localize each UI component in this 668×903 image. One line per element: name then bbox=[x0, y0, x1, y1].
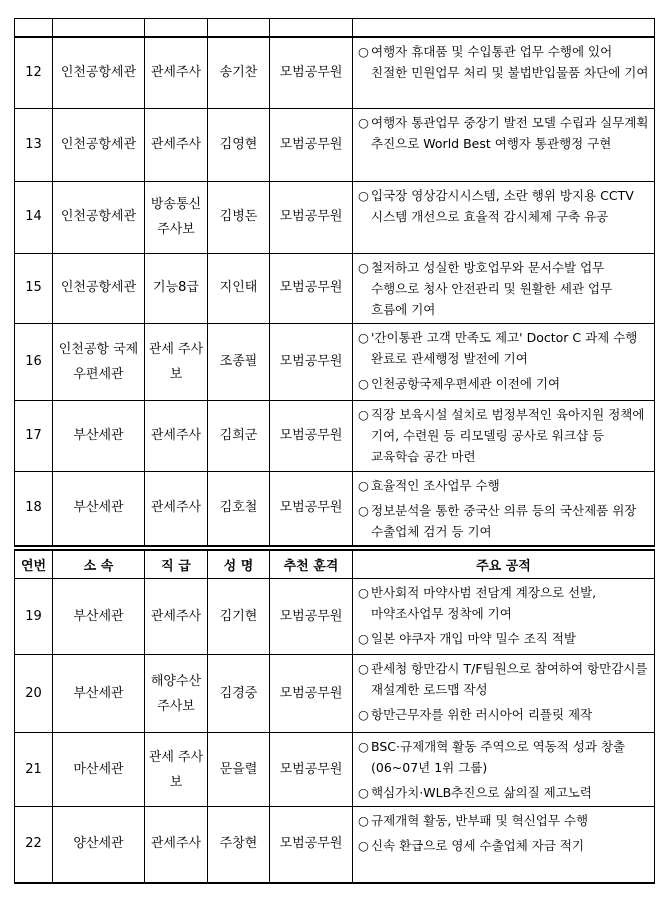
achievement-item: ○ 직장 보육시설 설치로 범정부적인 육아지원 정책에 기여, 수련원 등 리모델링 공사로 워크샵 등 교육학습 공간 마련 bbox=[371, 404, 652, 467]
row-affiliation: 인천공항세관 bbox=[53, 108, 145, 181]
row-position: 관세주사 bbox=[145, 471, 208, 546]
row-award: 모범공무원 bbox=[270, 400, 353, 471]
row-number: 13 bbox=[15, 108, 53, 181]
row-affiliation: 부산세관 bbox=[53, 400, 145, 471]
row-name: 김호철 bbox=[208, 471, 270, 546]
achievement-item: ○ 효율적인 조사업무 수행 bbox=[371, 475, 652, 496]
row-affiliation: 부산세관 bbox=[53, 579, 145, 655]
achievement-item: ○ 신속 환급으로 영세 수출업체 자금 적기 bbox=[371, 835, 652, 856]
row-award: 모범공무원 bbox=[270, 733, 353, 807]
achievement-item: ○ 핵심가치·WLB추진으로 삶의질 제고노력 bbox=[371, 782, 652, 803]
achievement-item: ○ '간이통관 고객 만족도 제고' Doctor C 과제 수행 완료로 관세행정 발전에 기여 bbox=[371, 327, 652, 369]
table-row bbox=[15, 400, 655, 471]
header-award: 추천 훈격 bbox=[270, 550, 353, 579]
row-achievements bbox=[353, 323, 655, 400]
row-award: 모범공무원 bbox=[270, 108, 353, 181]
row-achievements bbox=[353, 253, 655, 323]
row-position: 해양수산 주사보 bbox=[145, 655, 208, 733]
header-affiliation: 소 속 bbox=[53, 550, 145, 579]
header-row bbox=[15, 550, 655, 579]
row-number: 17 bbox=[15, 400, 53, 471]
row-position: 관세주사 bbox=[145, 108, 208, 181]
achievement-item: ○ 인천공항국제우편세관 이전에 기여 bbox=[371, 373, 652, 394]
achievement-item: ○ 관세청 항만감시 T/F팀원으로 참여하여 항만감시를 재설계한 로드맵 작성 bbox=[371, 658, 652, 700]
table-row bbox=[15, 733, 655, 807]
row-affiliation: 인천공항세관 bbox=[53, 181, 145, 253]
row-name: 송기찬 bbox=[208, 37, 270, 108]
row-affiliation: 인천공항세관 bbox=[53, 37, 145, 108]
achievement-item: ○ 입국장 영상감시시스템, 소란 행위 방지용 CCTV 시스템 개선으로 효율적 감시체제 구축 유공 bbox=[371, 185, 652, 227]
row-name: 김병돈 bbox=[208, 181, 270, 253]
achievement-item: ○ 여행자 통관업무 중장기 발전 모델 수립과 실무계획 추진으로 World Best 여행자 통관행정 구현 bbox=[371, 112, 652, 154]
table-row bbox=[15, 181, 655, 253]
row-award: 모범공무원 bbox=[270, 323, 353, 400]
achievement-item: ○ 정보분석을 통한 중국산 의류 등의 국산제품 위장 수출업체 검거 등 기여 bbox=[371, 500, 652, 542]
row-position: 관세주사 bbox=[145, 37, 208, 108]
achievement-item: ○ 규제개혁 활동, 반부패 및 혁신업무 수행 bbox=[371, 810, 652, 831]
row-achievements bbox=[353, 579, 655, 655]
header-achievements: 주요 공적 bbox=[353, 550, 655, 579]
header-position: 직 급 bbox=[145, 550, 208, 579]
row-affiliation: 양산세관 bbox=[53, 807, 145, 883]
row-name: 문을렬 bbox=[208, 733, 270, 807]
row-position: 관세주사 bbox=[145, 579, 208, 655]
award-table-continued bbox=[14, 18, 655, 547]
row-name: 주창현 bbox=[208, 807, 270, 883]
row-affiliation: 인천공항세관 bbox=[53, 253, 145, 323]
row-position: 방송통신 주사보 bbox=[145, 181, 208, 253]
table-row bbox=[15, 471, 655, 546]
row-achievements bbox=[353, 181, 655, 253]
achievement-item: ○ 반사회적 마약사범 전담계 계장으로 선발, 마약조사업무 정착에 기여 bbox=[371, 582, 652, 624]
row-affiliation: 인천공항 국제우편세관 bbox=[53, 323, 145, 400]
row-achievements bbox=[353, 400, 655, 471]
header-name: 성 명 bbox=[208, 550, 270, 579]
row-position: 관세주사 bbox=[145, 807, 208, 883]
row-number: 19 bbox=[15, 579, 53, 655]
row-name: 조종필 bbox=[208, 323, 270, 400]
row-achievements bbox=[353, 471, 655, 546]
row-number: 22 bbox=[15, 807, 53, 883]
row-award: 모범공무원 bbox=[270, 655, 353, 733]
row-achievements bbox=[353, 108, 655, 181]
achievement-item: ○ 여행자 휴대품 및 수입통관 업무 수행에 있어 친절한 민원업무 처리 및 불법반입물품 차단에 기여 bbox=[371, 41, 652, 83]
row-number: 15 bbox=[15, 253, 53, 323]
row-achievements bbox=[353, 733, 655, 807]
row-name: 김희군 bbox=[208, 400, 270, 471]
table-row bbox=[15, 253, 655, 323]
row-name: 김경중 bbox=[208, 655, 270, 733]
row-affiliation: 부산세관 bbox=[53, 655, 145, 733]
table-row bbox=[15, 655, 655, 733]
row-position: 관세 주사보 bbox=[145, 323, 208, 400]
row-number: 21 bbox=[15, 733, 53, 807]
row-affiliation: 부산세관 bbox=[53, 471, 145, 546]
row-number: 20 bbox=[15, 655, 53, 733]
table-row bbox=[15, 37, 655, 108]
row-achievements bbox=[353, 655, 655, 733]
row-name: 김영현 bbox=[208, 108, 270, 181]
row-achievements bbox=[353, 37, 655, 108]
row-position: 기능8급 bbox=[145, 253, 208, 323]
row-award: 모범공무원 bbox=[270, 579, 353, 655]
row-number: 18 bbox=[15, 471, 53, 546]
row-name: 지인태 bbox=[208, 253, 270, 323]
table-row bbox=[15, 108, 655, 181]
row-award: 모범공무원 bbox=[270, 37, 353, 108]
achievement-item: ○ 철저하고 성실한 방호업무와 문서수발 업무 수행으로 청사 안전관리 및 원활한 세관 업무 흐름에 기여 bbox=[371, 257, 652, 320]
row-number: 16 bbox=[15, 323, 53, 400]
row-number: 12 bbox=[15, 37, 53, 108]
row-award: 모범공무원 bbox=[270, 181, 353, 253]
row-award: 모범공무원 bbox=[270, 253, 353, 323]
row-affiliation: 마산세관 bbox=[53, 733, 145, 807]
header-row-empty bbox=[15, 19, 655, 38]
row-position: 관세 주사보 bbox=[145, 733, 208, 807]
row-number: 14 bbox=[15, 181, 53, 253]
table-row bbox=[15, 579, 655, 655]
row-position: 관세주사 bbox=[145, 400, 208, 471]
row-award: 모범공무원 bbox=[270, 807, 353, 883]
table-row bbox=[15, 807, 655, 883]
row-achievements bbox=[353, 807, 655, 883]
achievement-item: ○ 일본 야쿠자 개입 마약 밀수 조직 적발 bbox=[371, 628, 652, 649]
achievement-item: ○ BSC·규제개혁 활동 주역으로 역동적 성과 창출(06~07년 1위 그룹) bbox=[371, 736, 652, 778]
header-no: 연번 bbox=[15, 550, 53, 579]
award-table-page2 bbox=[14, 549, 655, 884]
row-name: 김기현 bbox=[208, 579, 270, 655]
row-award: 모범공무원 bbox=[270, 471, 353, 546]
achievement-item: ○ 항만근무자를 위한 러시아어 리플릿 제작 bbox=[371, 704, 652, 725]
table-row bbox=[15, 323, 655, 400]
